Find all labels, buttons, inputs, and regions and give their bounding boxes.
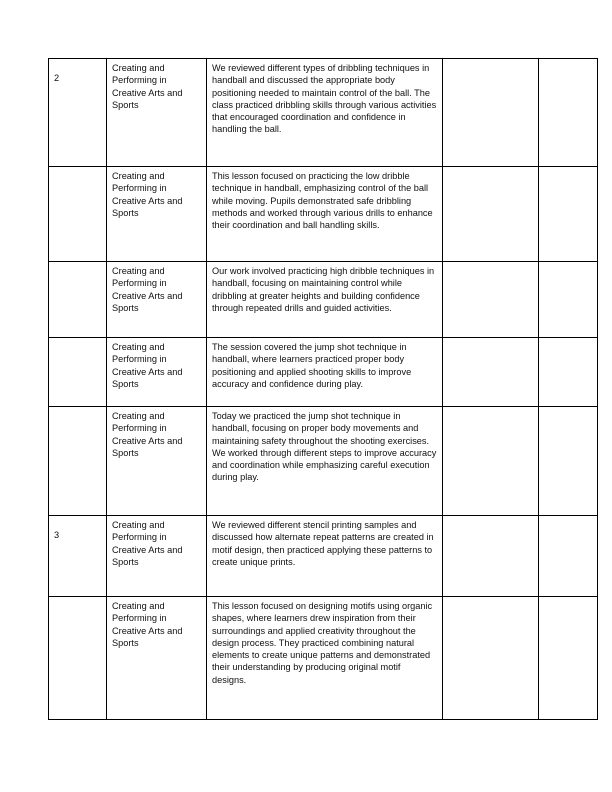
week-cell: [49, 167, 107, 262]
table-row: [49, 167, 598, 262]
week-cell: [49, 516, 107, 597]
strand-cell: Creating and Performing in Creative Arts and Sports: [107, 167, 207, 262]
empty-cell: [539, 516, 598, 597]
empty-cell: [539, 262, 598, 338]
empty-cell: [443, 407, 539, 516]
week-cell: [49, 262, 107, 338]
description-cell: This lesson focused on practicing the low dribble technique in handball, emphasizing control of the ball while moving. Pupils demonstrated safe dribbling methods and worked through various drills to enhance their coordination and ball handling skills.: [207, 167, 443, 262]
empty-cell: [443, 338, 539, 407]
empty-cell: [443, 597, 539, 720]
empty-cell: [443, 262, 539, 338]
empty-cell: [539, 59, 598, 167]
description-cell: Today we practiced the jump shot technique in handball, focusing on proper body movements and maintaining safety throughout the shooting exercises. We worked through different steps to improve accuracy and coordination while emphasizing careful execution during play.: [207, 407, 443, 516]
empty-cell: [539, 338, 598, 407]
table-row: [49, 516, 598, 597]
table-row: [49, 338, 598, 407]
description-cell: The session covered the jump shot technique in handball, where learners practiced proper body positioning and applied shooting skills to improve accuracy and confidence during play.: [207, 338, 443, 407]
strand-cell: Creating and Performing in Creative Arts and Sports: [107, 597, 207, 720]
strand-cell: Creating and Performing in Creative Arts and Sports: [107, 516, 207, 597]
empty-cell: [443, 59, 539, 167]
week-cell: [49, 597, 107, 720]
empty-cell: [539, 407, 598, 516]
strand-cell: Creating and Performing in Creative Arts and Sports: [107, 59, 207, 167]
week-cell: [49, 59, 107, 167]
description-cell: We reviewed different types of dribbling techniques in handball and discussed the appropriate body positioning needed to maintain control of the ball. The class practiced dribbling skills through various activities that encouraged coordination and confidence in handling the ball.: [207, 59, 443, 167]
table-row: [49, 407, 598, 516]
table-row: [49, 597, 598, 720]
description-cell: This lesson focused on designing motifs using organic shapes, where learners drew inspiration from their surroundings and applied creativity throughout the design process. They practiced combining natural elements to create unique patterns and demonstrated their understanding by producing original motif designs.: [207, 597, 443, 720]
week-cell: [49, 338, 107, 407]
week-number: 3: [54, 530, 60, 540]
empty-cell: [539, 167, 598, 262]
empty-cell: [443, 516, 539, 597]
description-cell: We reviewed different stencil printing samples and discussed how alternate repeat patterns are created in motif design, then practiced applying these patterns to create unique prints.: [207, 516, 443, 597]
empty-cell: [539, 597, 598, 720]
empty-cell: [443, 167, 539, 262]
table-row: [49, 59, 598, 167]
description-cell: Our work involved practicing high dribble techniques in handball, focusing on maintaining control while dribbling at greater heights and building confidence through repeated drills and guided activities.: [207, 262, 443, 338]
table-row: [49, 262, 598, 338]
strand-cell: Creating and Performing in Creative Arts and Sports: [107, 407, 207, 516]
strand-cell: Creating and Performing in Creative Arts and Sports: [107, 338, 207, 407]
week-number: 2: [54, 73, 60, 83]
strand-cell: Creating and Performing in Creative Arts and Sports: [107, 262, 207, 338]
lesson-record-table: [48, 58, 598, 720]
week-cell: [49, 407, 107, 516]
